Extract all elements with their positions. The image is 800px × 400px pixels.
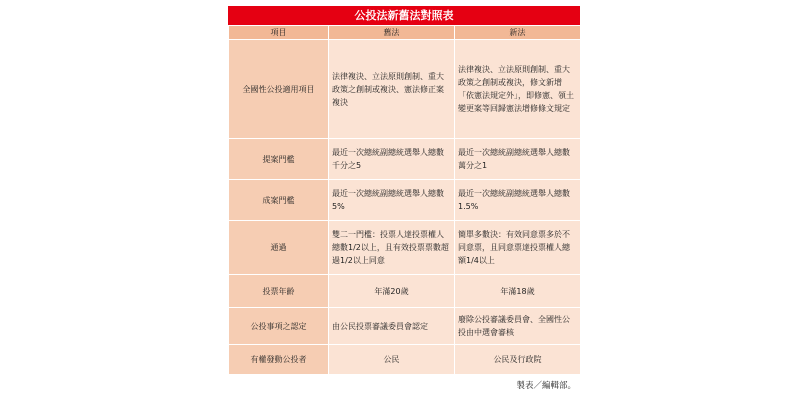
table-row [229, 275, 581, 308]
old-law-cell: 年滿20歲 [329, 275, 455, 308]
table-row [229, 345, 581, 375]
row-label: 通過 [229, 221, 329, 275]
row-label: 成案門檻 [229, 180, 329, 221]
row-label: 公投事項之認定 [229, 308, 329, 345]
comparison-table [228, 25, 581, 375]
old-law-cell: 公民 [329, 345, 455, 375]
new-law-cell: 最近一次總統副總統選舉人總數萬分之1 [455, 139, 581, 180]
old-law-cell: 雙二一門檻：投票人達投票權人總數1/2以上，且有效投票票數超過1/2以上同意 [329, 221, 455, 275]
header-old-law: 舊法 [329, 26, 455, 40]
row-label: 投票年齡 [229, 275, 329, 308]
table-row [229, 308, 581, 345]
new-law-cell: 法律複決、立法原則創制、重大政策之創制或複決，修文新增「依憲法規定外」，即修憲、領土變更案等回歸憲法增修條文規定 [455, 40, 581, 139]
row-label: 全國性公投適用項目 [229, 40, 329, 139]
comparison-table-container [228, 6, 580, 391]
table-row [229, 221, 581, 275]
new-law-cell: 公民及行政院 [455, 345, 581, 375]
table-credit: 製表／編輯部。 [516, 381, 576, 391]
header-item: 項目 [229, 26, 329, 40]
new-law-cell: 年滿18歲 [455, 275, 581, 308]
new-law-cell: 廢除公投審議委員會、全國性公投由中選會審核 [455, 308, 581, 345]
old-law-cell: 由公民投票審議委員會認定 [329, 308, 455, 345]
table-row [229, 139, 581, 180]
table-row [229, 40, 581, 139]
old-law-cell: 最近一次總統副總統選舉人總數5% [329, 180, 455, 221]
header-new-law: 新法 [455, 26, 581, 40]
old-law-cell: 最近一次總統副總統選舉人總數千分之5 [329, 139, 455, 180]
table-title: 公投法新舊法對照表 [228, 6, 580, 25]
header-row [229, 26, 581, 40]
new-law-cell: 最近一次總統副總統選舉人總數1.5% [455, 180, 581, 221]
old-law-cell: 法律複決、立法原則創制、重大政策之創制或複決、憲法修正案複決 [329, 40, 455, 139]
row-label: 提案門檻 [229, 139, 329, 180]
table-row [229, 180, 581, 221]
row-label: 有權發動公投者 [229, 345, 329, 375]
new-law-cell: 簡單多數決：有效同意票多於不同意票，且同意票達投票權人總額1/4以上 [455, 221, 581, 275]
